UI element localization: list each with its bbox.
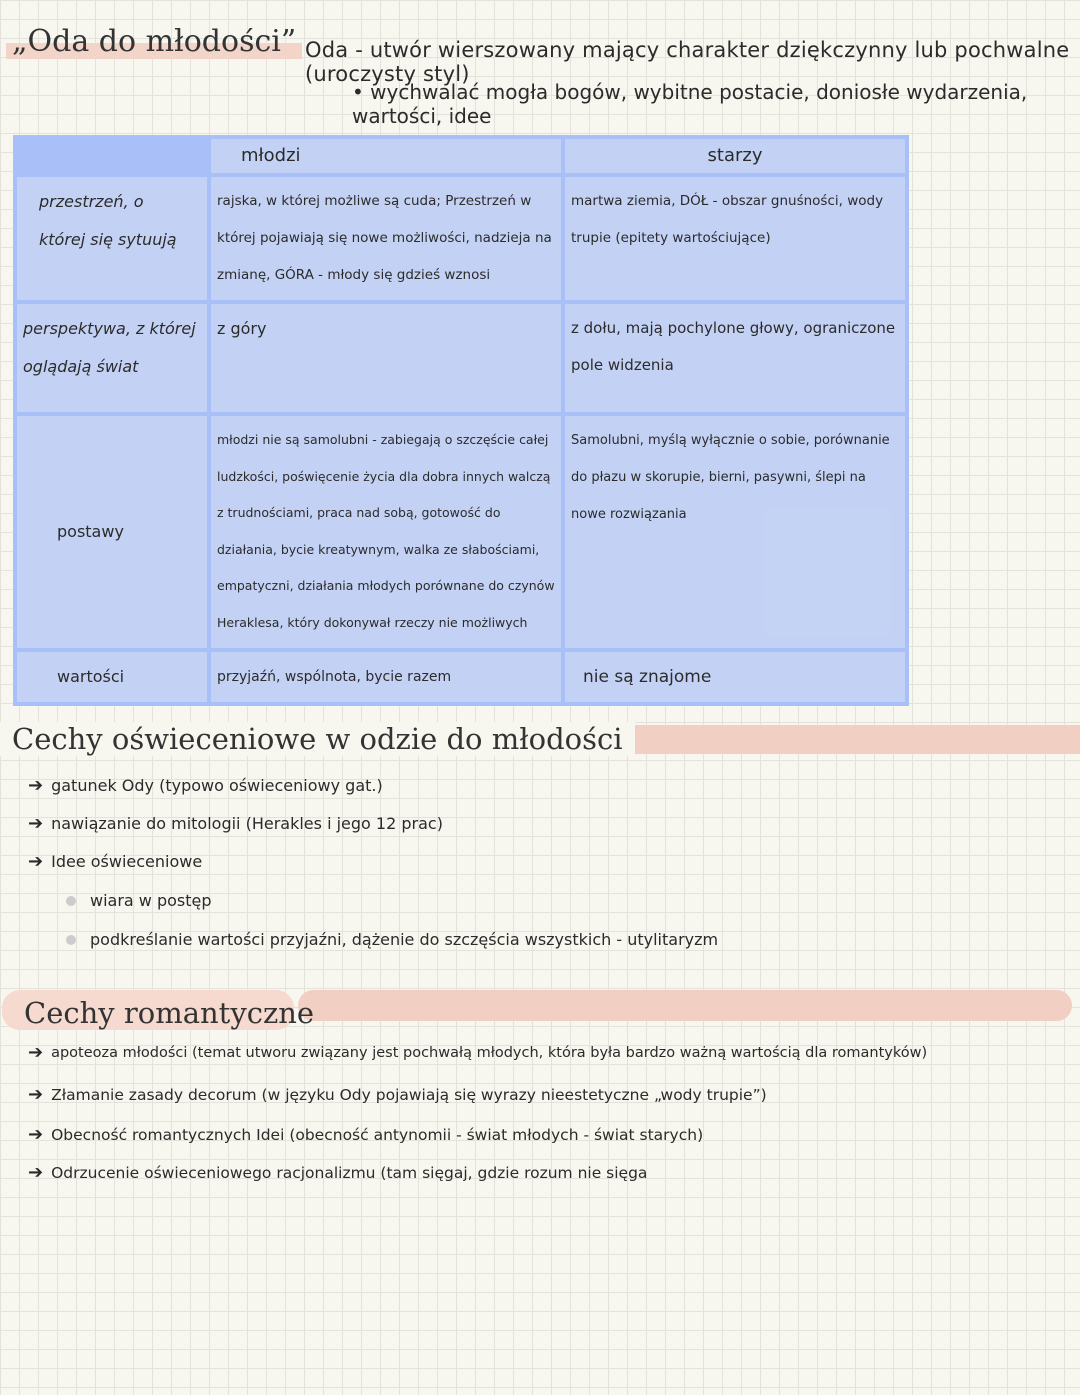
comparison-table [13,135,909,706]
row-label-przestrzen: przestrzeń, o której się sytuują [17,177,207,300]
cell-mlodzi-perspektywa: z góry [211,304,561,412]
arrow-icon: ➔ [28,1124,44,1145]
page-title: „Oda do młodości” [6,24,302,59]
sub-list-item: podkreślanie wartości przyjaźni, dążenie do szczęścia wszystkich - utylitaryzm [66,930,718,949]
table-corner [17,139,207,173]
section2-highlight [298,990,1072,1021]
cell-mlodzi-wartosci: przyjaźń, wspólnota, bycie razem [211,652,561,702]
row-label-postawy: postawy [17,416,207,648]
cell-mlodzi-postawy: młodzi nie są samolubni - zabiegają o szczęście całej ludzkości, poświęcenie życia dla dobra innych walczą z trudnościami, praca nad sobą, gotowość do działania, bycie kreatywnym, walka ze słabościami, empatyczni, działania młodych porównane do czynów Heraklesa, który dokonywał rzeczy nie możliwych [211,416,561,648]
arrow-icon: ➔ [28,1042,44,1063]
header-mlodzi: młodzi [211,139,561,173]
row-label-perspektywa: perspektywa, z której oglądają świat [17,304,207,412]
arrow-icon: ➔ [28,1162,44,1183]
cell-starzy-przestrzen: martwa ziemia, DÓŁ - obszar gnuśności, wody trupie (epitety wartościujące) [565,177,905,300]
cell-starzy-wartosci: nie są znajome [565,652,905,702]
list-item: ➔ Złamanie zasady decorum (w języku Ody pojawiają się wyrazy nieestetyczne „wody trupie”) [28,1084,767,1105]
cell-starzy-postawy: Samolubni, myślą wyłącznie o sobie, porównanie do płazu w skorupie, bierni, pasywni, ślepi na nowe rozwiązania [565,416,905,648]
section2-title: Cechy romantyczne [24,996,315,1030]
bullet-icon [66,935,76,945]
arrow-icon: ➔ [28,851,44,872]
list-item: ➔ Odrzucenie oświeceniowego racjonalizmu (tam sięgaj, gdzie rozum nie sięga [28,1162,648,1183]
bullet-icon [66,896,76,906]
definition-note: • wychwalać mogła bogów, wybitne postacie, doniosłe wydarzenia, wartości, idee [352,80,1028,128]
list-item: ➔ apoteoza młodości (temat utworu związany jest pochwałą młodych, która była bardzo ważną wartością dla romantyków) [28,1042,928,1063]
list-item: ➔ nawiązanie do mitologii (Herakles i jego 12 prac) [28,813,443,834]
cell-mlodzi-przestrzen: rajska, w której możliwe są cuda; Przestrzeń w której pojawiają się nowe możliwości, nadzieja na zmianę, GÓRA - młody się gdzieś wznosi [211,177,561,300]
list-item: ➔ gatunek Ody (typowo oświeceniowy gat.) [28,775,383,796]
list-item: ➔ Idee oświeceniowe [28,851,203,872]
section1-title: Cechy oświeceniowe w odzie do młodości [0,722,635,756]
header-starzy: starzy [565,139,905,173]
definition-text: Oda - utwór wierszowany mający charakter dziękczynny lub pochwalne (uroczysty styl) [305,38,1070,86]
arrow-icon: ➔ [28,813,44,834]
sub-list-item: wiara w postęp [66,891,212,910]
arrow-icon: ➔ [28,1084,44,1105]
arrow-icon: ➔ [28,775,44,796]
cell-starzy-perspektywa: z dołu, mają pochylone głowy, ograniczone pole widzenia [565,304,905,412]
row-label-wartosci: wartości [17,652,207,702]
list-item: ➔ Obecność romantycznych Idei (obecność antynomii - świat młodych - świat starych) [28,1124,704,1145]
